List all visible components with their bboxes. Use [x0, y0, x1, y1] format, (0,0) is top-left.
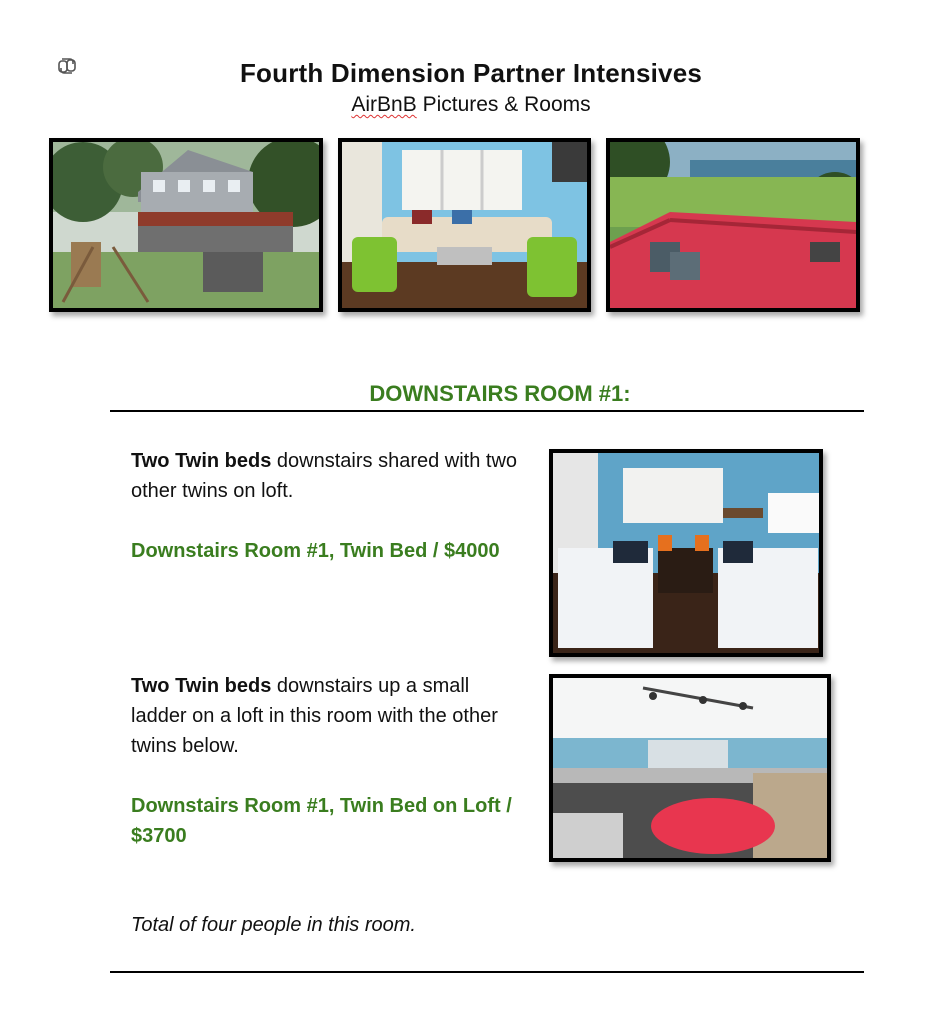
room-1-bed-type: Two Twin beds — [131, 450, 272, 472]
page-title: Fourth Dimension Partner Intensives — [239, 58, 703, 88]
room-1-description — [131, 446, 531, 506]
room-1-desc-text: downstairs shared with two other twins on loft. — [131, 450, 518, 502]
section-bottom-divider — [110, 971, 864, 973]
twin-beds-photo — [549, 449, 823, 657]
deck-lake-view-photo — [606, 138, 860, 312]
page-subtitle — [0, 93, 942, 117]
loft-beds-photo — [549, 674, 831, 862]
room-total-note: Total of four people in this room. — [131, 914, 416, 936]
house-exterior-photo — [49, 138, 323, 312]
room-2-price: Downstairs Room #1, Twin Bed on Loft / $3700 — [131, 795, 512, 847]
room-2-bed-type: Two Twin beds — [131, 675, 272, 697]
living-room-photo — [338, 138, 591, 312]
section-top-divider — [110, 410, 864, 412]
room-1-price: Downstairs Room #1, Twin Bed / $4000 — [131, 540, 500, 562]
room-2-description — [131, 671, 511, 761]
room-2-desc-text: downstairs up a small ladder on a loft in this room with the other twins below. — [131, 675, 498, 757]
subtitle-text: Pictures & Rooms — [416, 93, 591, 116]
section-heading: DOWNSTAIRS ROOM #1: — [369, 381, 631, 406]
subtitle-brand: AirBnB — [351, 93, 417, 116]
